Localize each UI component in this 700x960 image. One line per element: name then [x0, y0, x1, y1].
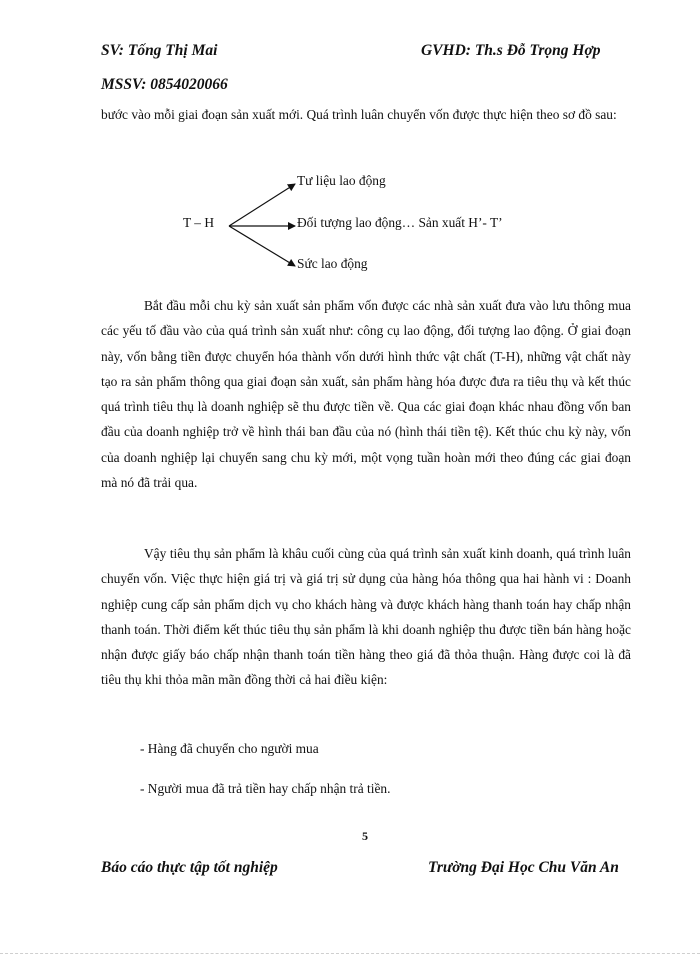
footer-university: Trường Đại Học Chu Văn An [428, 859, 619, 876]
diagram-branch-middle: Đối tượng lao động… Sản xuất H’- T’ [297, 215, 503, 230]
page-bottom-divider [0, 953, 700, 954]
diagram-source-label: T – H [183, 215, 214, 230]
arrow-to-top-branch [229, 184, 295, 226]
condition-item-2: - Người mua đã trả tiền hay chấp nhận trả tiền. [140, 781, 391, 796]
diagram-arrows [0, 0, 700, 300]
paragraph-capital-cycle: Bắt đầu mỗi chu kỳ sản xuất sản phẩm vốn được các nhà sản xuất đưa vào lưu thông mua các yếu tố đầu vào của quá trình sản xuất như: công cụ lao động, đối tượng lao động. Ở giai đoạn này, vốn bằng tiền được chuyển hóa thành vốn dưới hình thức vật chất (T-H), những vật chất này tạo ra sản phẩm thông qua giai đoạn sản xuất, sản phẩm hàng hóa được đưa ra tiêu thụ và kết thúc quá trình tiêu thụ là doanh nghiệp sẽ thu được tiền về. Qua các giai đoạn khác nhau đồng vốn ban đầu của doanh nghiệp trở về hình thái ban đầu của nó (hình thái tiền tệ). Kết thúc chu kỳ này, vốn của doanh nghiệp lại chuyển sang chu kỳ mới, một vọng tuần hoàn mới theo đúng các giai đoạn mà nó đã trải qua. [101, 298, 631, 491]
footer-report-title: Báo cáo thực tập tốt nghiệp [101, 859, 278, 876]
diagram-branch-top: Tư liệu lao động [297, 173, 386, 188]
header-student-name: SV: Tống Thị Mai [101, 42, 218, 59]
diagram-branch-bottom: Sức lao động [297, 256, 368, 271]
header-advisor: GVHD: Th.s Đỗ Trọng Hợp [421, 42, 601, 59]
page-number: 5 [362, 829, 368, 843]
header-student-id: MSSV: 0854020066 [101, 76, 228, 93]
intro-paragraph: bước vào mỗi giai đoạn sản xuất mới. Quá trình luân chuyển vốn được thực hiện theo sơ đồ sau: [101, 107, 617, 122]
paragraph-product-consumption: Vậy tiêu thụ sản phẩm là khâu cuối cùng của quá trình sản xuất kinh doanh, quá trình luân chuyển vốn. Việc thực hiện giá trị và giá trị sử dụng của hàng hóa thông qua hai hành vi : Doanh nghiệp cung cấp sản phẩm dịch vụ cho khách hàng và được khách hàng thanh toán hay chấp nhận thanh toán. Thời điểm kết thúc tiêu thụ sản phẩm là khi doanh nghiệp thu được tiền bán hàng hoặc nhận được giấy báo chấp nhận thanh toán tiền hàng theo giá đã thỏa thuận. Hàng được coi là đã tiêu thụ khi thỏa mãn mãn đồng thời cả hai điều kiện: [101, 546, 631, 688]
arrow-to-bottom-branch [229, 226, 295, 266]
condition-item-1: - Hàng đã chuyển cho người mua [140, 741, 319, 756]
